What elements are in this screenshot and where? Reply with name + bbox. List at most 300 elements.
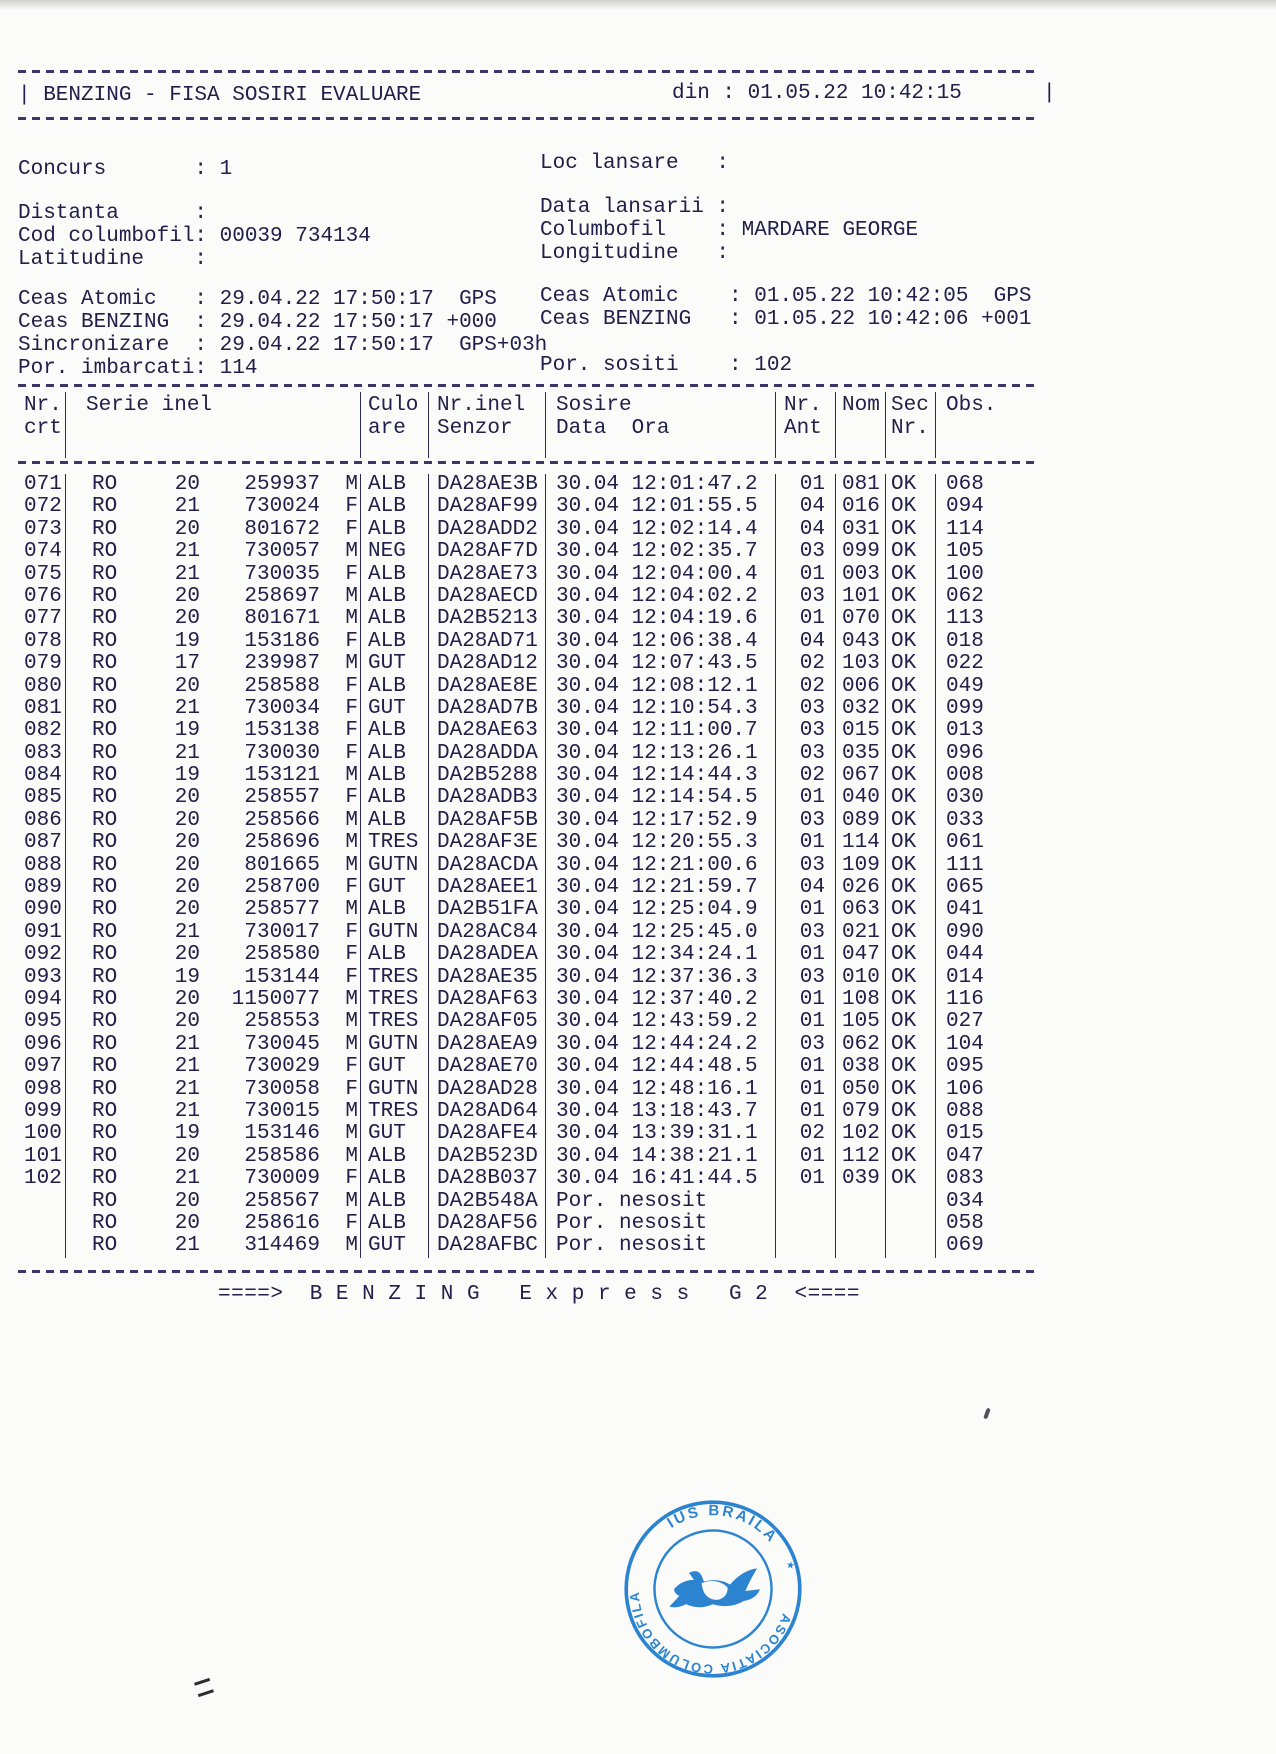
cell-nr-crt: 093 (24, 965, 62, 989)
cell-sec: OK (885, 474, 935, 496)
cell-culoare: ALB (360, 743, 428, 765)
cell-obs: 094 (935, 496, 1008, 518)
ring-number: 730034 (244, 696, 320, 720)
clock-benzing-left (18, 311, 497, 334)
cell-nom: 079 (835, 1101, 885, 1123)
ring-year: 20 (174, 853, 200, 877)
cell-sec: OK (885, 541, 935, 563)
ring-year: 20 (174, 473, 200, 496)
table-row (18, 519, 1008, 541)
ring-number: 730017 (244, 920, 320, 944)
ring-number: 258580 (244, 943, 320, 967)
table-row (18, 765, 1008, 787)
cell-culoare: NEG (360, 541, 428, 563)
cell-sec (885, 1213, 935, 1235)
ring-country: RO (92, 495, 118, 519)
cell-obs: 095 (935, 1056, 1008, 1078)
ring-number: 258557 (244, 786, 320, 810)
table-row (18, 653, 1008, 675)
cell-nom (835, 1213, 885, 1235)
cell-sosire: 30.04 12:25:45.0 (545, 922, 775, 944)
ring-year: 20 (174, 786, 200, 810)
cell-obs: 034 (935, 1191, 1008, 1213)
ring-number: 730057 (244, 540, 320, 564)
table-row (18, 1146, 1008, 1168)
pigeon-sex: M (345, 1032, 358, 1056)
ring-country: RO (92, 920, 118, 944)
cell-serie-inel (65, 1168, 360, 1190)
ring-year: 20 (174, 943, 200, 967)
cell-culoare: GUT (360, 1123, 428, 1145)
cell-nr-crt: 091 (24, 920, 62, 944)
cell-nr-crt (18, 1213, 65, 1235)
pigeon-icon (669, 1556, 763, 1621)
cell-serie-inel (65, 698, 360, 720)
cell-culoare: GUT (360, 698, 428, 720)
cell-nr-crt: 075 (24, 562, 62, 586)
ring-year: 20 (174, 898, 200, 922)
cell-senzor: DA2B523D (428, 1146, 545, 1168)
cell-sec: OK (885, 564, 935, 586)
ring-year: 20 (174, 987, 200, 1011)
cell-sosire: 30.04 13:18:43.7 (545, 1101, 775, 1123)
cell-serie-inel (65, 877, 360, 899)
info-cod-columbofil-value: 00039 734134 (219, 225, 371, 248)
ring-number: 258616 (244, 1211, 320, 1235)
info-data-lansarii-value (729, 196, 742, 219)
cell-serie-inel (65, 922, 360, 944)
info-loc-lansare (540, 152, 742, 175)
cell-nom: 101 (835, 586, 885, 608)
cell-nom: 109 (835, 855, 885, 877)
cell-senzor: DA28AF3E (428, 832, 545, 854)
cell-serie-inel (65, 1011, 360, 1033)
antenna-number: 01 (799, 1144, 825, 1168)
col-header-sosire: Sosire Data Ora (545, 392, 775, 458)
cell-obs: 044 (935, 944, 1008, 966)
table-row (18, 1235, 1008, 1257)
table-row (18, 877, 1008, 899)
ring-country: RO (92, 898, 118, 922)
cell-culoare: TRES (360, 989, 428, 1011)
cell-senzor: DA28AE73 (428, 564, 545, 586)
cell-sosire: 30.04 12:37:40.2 (545, 989, 775, 1011)
clock-benzing-right-value: 01.05.22 10:42:06 +001 (754, 308, 1032, 331)
antenna-number: 01 (799, 943, 825, 967)
cell-senzor: DA28AD71 (428, 631, 545, 653)
cell-nr-crt (18, 1191, 65, 1213)
cell-senzor: DA28AEE1 (428, 877, 545, 899)
pigeon-sex: M (345, 808, 358, 832)
report-date (672, 82, 962, 105)
table-row (18, 1213, 1008, 1235)
cell-obs: 030 (935, 787, 1008, 809)
cell-nr-crt: 094 (24, 987, 62, 1011)
cell-nr-ant (775, 810, 835, 832)
cell-nom: 099 (835, 541, 885, 563)
cell-senzor: DA2B548A (428, 1191, 545, 1213)
cell-serie-inel (65, 631, 360, 653)
cell-nr-crt: 083 (24, 741, 62, 765)
cell-nom: 032 (835, 698, 885, 720)
cell-serie-inel (65, 586, 360, 608)
cell-culoare: TRES (360, 832, 428, 854)
cell-nom: 070 (835, 608, 885, 630)
ring-number: 314469 (244, 1234, 320, 1258)
cell-sosire: 30.04 12:37:36.3 (545, 967, 775, 989)
ring-year: 21 (174, 1055, 200, 1079)
cell-serie-inel (65, 855, 360, 877)
cell-sec: OK (885, 1011, 935, 1033)
report-date-label: din : (672, 82, 736, 105)
pigeon-sex: F (345, 965, 358, 989)
cell-nr-crt: 071 (24, 473, 62, 496)
cell-sosire: 30.04 12:20:55.3 (545, 832, 775, 854)
info-cod-columbofil-label: Cod columbofil: (18, 225, 208, 248)
cell-senzor: DA28AF5B (428, 810, 545, 832)
antenna-number: 04 (799, 495, 825, 519)
ring-country: RO (92, 1189, 118, 1213)
cell-serie-inel (65, 743, 360, 765)
scan-edge-shadow (0, 0, 1276, 10)
ring-number: 801671 (244, 607, 320, 631)
table-dashed-line-bottom (18, 1270, 1040, 1273)
report-date-value: 01.05.22 10:42:15 (747, 82, 962, 105)
ring-country: RO (92, 987, 118, 1011)
cell-obs: 113 (935, 608, 1008, 630)
ring-country: RO (92, 786, 118, 810)
ring-country: RO (92, 741, 118, 765)
antenna-number: 02 (799, 764, 825, 788)
table-row (18, 1034, 1008, 1056)
ring-year: 20 (174, 1211, 200, 1235)
info-distanta-label: Distanta : (18, 202, 208, 225)
cell-nr-ant (775, 496, 835, 518)
cell-nom: 063 (835, 899, 885, 921)
cell-senzor: DA28ADD2 (428, 519, 545, 541)
cell-obs: 061 (935, 832, 1008, 854)
cell-nr-crt: 089 (24, 876, 62, 900)
cell-nom (835, 1235, 885, 1257)
cell-nr-crt: 073 (24, 517, 62, 541)
ring-year: 17 (174, 652, 200, 676)
pigeon-sex: M (345, 898, 358, 922)
cell-culoare: TRES (360, 1101, 428, 1123)
table-row (18, 1056, 1008, 1078)
cell-nr-ant (775, 967, 835, 989)
cell-obs: 114 (935, 519, 1008, 541)
cell-culoare: TRES (360, 1011, 428, 1033)
pigeon-sex: F (345, 943, 358, 967)
cell-nom: 026 (835, 877, 885, 899)
cell-obs: 065 (935, 877, 1008, 899)
table-row (18, 720, 1008, 742)
cell-sosire: Por. nesosit (545, 1213, 775, 1235)
cell-obs: 049 (935, 676, 1008, 698)
pigeon-sex: F (345, 517, 358, 541)
cell-nom: 015 (835, 720, 885, 742)
ink-mark (194, 1678, 214, 1697)
pigeon-sex: M (345, 764, 358, 788)
ring-year: 19 (174, 719, 200, 743)
pigeon-sex: F (345, 562, 358, 586)
ring-year: 21 (174, 741, 200, 765)
cell-obs: 014 (935, 967, 1008, 989)
table-row (18, 1168, 1008, 1190)
cell-serie-inel (65, 496, 360, 518)
antenna-number: 03 (799, 808, 825, 832)
cell-nr-ant (775, 743, 835, 765)
cell-sosire: 30.04 12:25:04.9 (545, 899, 775, 921)
cell-sec: OK (885, 519, 935, 541)
antenna-number: 02 (799, 674, 825, 698)
ring-number: 258700 (244, 876, 320, 900)
cell-nr-crt: 074 (24, 540, 62, 564)
cell-serie-inel (65, 1235, 360, 1257)
cell-sosire: 30.04 12:04:02.2 (545, 586, 775, 608)
cell-obs: 013 (935, 720, 1008, 742)
ring-number: 730024 (244, 495, 320, 519)
pigeon-sex: M (345, 831, 358, 855)
report-title: | BENZING - FISA SOSIRI EVALUARE (18, 84, 422, 107)
cell-nom: 112 (835, 1146, 885, 1168)
cell-obs: 105 (935, 541, 1008, 563)
ring-year: 19 (174, 764, 200, 788)
ring-year: 20 (174, 607, 200, 631)
cell-sosire: 30.04 12:01:55.5 (545, 496, 775, 518)
ring-country: RO (92, 607, 118, 631)
ring-number: 239987 (244, 652, 320, 676)
antenna-number: 03 (799, 965, 825, 989)
info-cod-columbofil (18, 225, 371, 248)
cell-senzor: DA2B5288 (428, 765, 545, 787)
cell-nom: 010 (835, 967, 885, 989)
cell-serie-inel (65, 564, 360, 586)
pigeon-sex: F (345, 674, 358, 698)
pigeon-sex: F (345, 920, 358, 944)
cell-culoare: GUTN (360, 1079, 428, 1101)
cell-sec: OK (885, 787, 935, 809)
cell-nom: 035 (835, 743, 885, 765)
cell-nr-crt: 090 (24, 898, 62, 922)
cell-serie-inel (65, 474, 360, 496)
ring-country: RO (92, 764, 118, 788)
cell-senzor: DA28B037 (428, 1168, 545, 1190)
table-rows (18, 474, 1008, 1258)
cell-sosire: 30.04 12:21:00.6 (545, 855, 775, 877)
ring-year: 21 (174, 495, 200, 519)
table-row (18, 944, 1008, 966)
antenna-number: 04 (799, 517, 825, 541)
col-header-senzor: Nr.inel Senzor (428, 392, 545, 458)
antenna-number: 01 (799, 786, 825, 810)
info-longitudine-value (729, 242, 742, 265)
stamp-ring-text-top: IUS BRAILA (664, 1502, 782, 1547)
cell-culoare: ALB (360, 810, 428, 832)
cell-sosire: 30.04 14:38:21.1 (545, 1146, 775, 1168)
pigeon-sex: M (345, 1099, 358, 1123)
ring-year: 21 (174, 920, 200, 944)
cell-nom: 047 (835, 944, 885, 966)
cell-obs: 062 (935, 586, 1008, 608)
ring-country: RO (92, 1032, 118, 1056)
antenna-number: 03 (799, 584, 825, 608)
ring-number: 258553 (244, 1010, 320, 1034)
col-header-obs: Obs. (935, 392, 1008, 458)
ring-country: RO (92, 629, 118, 653)
cell-nr-crt: 101 (24, 1144, 62, 1168)
cell-sosire: 30.04 12:07:43.5 (545, 653, 775, 675)
ring-year: 19 (174, 1122, 200, 1146)
cell-nr-ant (775, 541, 835, 563)
clock-benzing-left-label: Ceas BENZING : (18, 311, 208, 334)
ring-number: 801665 (244, 853, 320, 877)
cell-nr-crt: 095 (24, 1010, 62, 1034)
ring-country: RO (92, 876, 118, 900)
ring-country: RO (92, 674, 118, 698)
antenna-number: 01 (799, 831, 825, 855)
cell-nom: 103 (835, 653, 885, 675)
pigeon-sex: F (345, 1167, 358, 1191)
cell-sosire: 30.04 12:14:54.5 (545, 787, 775, 809)
clock-sincronizare-value: 29.04.22 17:50:17 GPS+03h (219, 334, 548, 357)
ring-number: 1150077 (231, 987, 320, 1011)
club-stamp (586, 1462, 840, 1716)
ring-number: 258566 (244, 808, 320, 832)
info-latitudine-label: Latitudine : (18, 248, 208, 271)
cell-culoare: ALB (360, 564, 428, 586)
antenna-number: 03 (799, 920, 825, 944)
table-row (18, 698, 1008, 720)
header-dashed-line-bottom (18, 117, 1040, 120)
ring-number: 258697 (244, 584, 320, 608)
cell-nr-ant (775, 631, 835, 653)
ring-number: 730058 (244, 1077, 320, 1101)
table-row (18, 496, 1008, 518)
cell-culoare: GUT (360, 653, 428, 675)
cell-nr-crt: 098 (24, 1077, 62, 1101)
info-longitudine (540, 242, 742, 265)
info-loc-lansare-label: Loc lansare : (540, 152, 730, 175)
cell-nr-crt: 097 (24, 1055, 62, 1079)
ring-country: RO (92, 652, 118, 676)
cell-nom: 067 (835, 765, 885, 787)
cell-serie-inel (65, 720, 360, 742)
ring-country: RO (92, 1144, 118, 1168)
info-concurs-label: Concurs : (18, 158, 208, 181)
cell-obs: 008 (935, 765, 1008, 787)
cell-nom: 016 (835, 496, 885, 518)
antenna-number: 04 (799, 629, 825, 653)
cell-nr-crt: 088 (24, 853, 62, 877)
table-row (18, 631, 1008, 653)
cell-culoare: ALB (360, 1146, 428, 1168)
col-header-culoare: Culo are (360, 392, 428, 458)
clock-sincronizare (18, 334, 547, 357)
ring-number: 801672 (244, 517, 320, 541)
cell-nr-ant (775, 1011, 835, 1033)
ring-number: 730030 (244, 741, 320, 765)
clock-atomic-right-label: Ceas Atomic : (540, 285, 742, 308)
pigeon-sex: M (345, 1144, 358, 1168)
ring-country: RO (92, 540, 118, 564)
ring-year: 20 (174, 1189, 200, 1213)
ring-country: RO (92, 719, 118, 743)
cell-senzor: DA28ADDA (428, 743, 545, 765)
table-row (18, 743, 1008, 765)
cell-serie-inel (65, 1146, 360, 1168)
header-dashed-line-top (18, 70, 1040, 73)
cell-nr-crt: 102 (24, 1167, 62, 1191)
cell-senzor: DA28AEA9 (428, 1034, 545, 1056)
ring-country: RO (92, 1055, 118, 1079)
ring-year: 21 (174, 1032, 200, 1056)
cell-sosire: 30.04 12:04:00.4 (545, 564, 775, 586)
cell-nom: 043 (835, 631, 885, 653)
cell-obs: 022 (935, 653, 1008, 675)
cell-culoare: ALB (360, 720, 428, 742)
pigeon-sex: F (345, 629, 358, 653)
cell-sec: OK (885, 1146, 935, 1168)
cell-culoare: GUTN (360, 922, 428, 944)
cell-serie-inel (65, 1079, 360, 1101)
info-columbofil-value: MARDARE GEORGE (741, 219, 919, 242)
table-row (18, 1123, 1008, 1145)
ring-number: 259937 (244, 473, 320, 496)
cell-obs: 069 (935, 1235, 1008, 1257)
cell-culoare: ALB (360, 1191, 428, 1213)
cell-sosire: 30.04 12:48:16.1 (545, 1079, 775, 1101)
cell-sosire: 30.04 12:43:59.2 (545, 1011, 775, 1033)
info-distanta-value (207, 202, 220, 225)
cell-culoare: ALB (360, 1213, 428, 1235)
cell-nr-ant (775, 698, 835, 720)
ring-number: 258586 (244, 1144, 320, 1168)
cell-nr-ant (775, 787, 835, 809)
cell-nr-ant (775, 676, 835, 698)
cell-senzor: DA28ADB3 (428, 787, 545, 809)
cell-nr-crt: 082 (24, 719, 62, 743)
ring-country: RO (92, 1099, 118, 1123)
cell-nr-ant (775, 653, 835, 675)
table-row (18, 474, 1008, 496)
ring-country: RO (92, 562, 118, 586)
cell-serie-inel (65, 608, 360, 630)
ring-year: 21 (174, 1167, 200, 1191)
info-data-lansarii-label: Data lansarii : (540, 196, 730, 219)
ring-country: RO (92, 473, 118, 496)
cell-obs: 099 (935, 698, 1008, 720)
cell-nom: 062 (835, 1034, 885, 1056)
cell-obs: 058 (935, 1213, 1008, 1235)
cell-culoare: ALB (360, 765, 428, 787)
info-longitudine-label: Longitudine : (540, 242, 730, 265)
por-imbarcati (18, 357, 257, 380)
clock-atomic-left (18, 288, 497, 311)
cell-sec: OK (885, 720, 935, 742)
cell-sec: OK (885, 899, 935, 921)
cell-nr-crt: 085 (24, 786, 62, 810)
pigeon-sex: M (345, 1189, 358, 1213)
cell-sosire: 30.04 12:44:24.2 (545, 1034, 775, 1056)
cell-serie-inel (65, 1034, 360, 1056)
cell-senzor: DA28AE3B (428, 474, 545, 496)
pigeon-sex: M (345, 853, 358, 877)
table-row (18, 676, 1008, 698)
cell-serie-inel (65, 541, 360, 563)
cell-culoare: GUT (360, 877, 428, 899)
cell-serie-inel (65, 1123, 360, 1145)
